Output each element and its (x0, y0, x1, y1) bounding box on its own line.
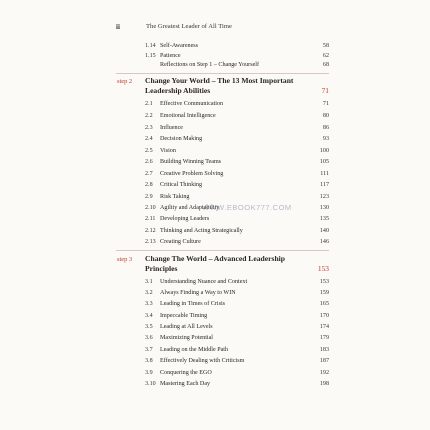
entry-number: 2.7 (145, 171, 153, 177)
entry-title: Patience (160, 53, 181, 59)
section-title-line: Change Your World – The 13 Most Important (145, 76, 294, 85)
entry-page: 111 (320, 171, 329, 177)
entry-title: Developing Leaders (160, 216, 210, 222)
toc-entry[interactable] (0, 111, 430, 121)
entry-page: 130 (319, 205, 329, 211)
entry-title: Creating Culture (160, 239, 201, 245)
entry-number: 3.3 (145, 301, 153, 307)
toc-entry[interactable] (0, 41, 430, 51)
entry-page: 170 (319, 313, 329, 319)
entry-number: 1.14 (145, 43, 156, 49)
entry-title: Vision (160, 148, 176, 154)
entry-number: 3.4 (145, 313, 153, 319)
entry-number: 2.11 (145, 216, 156, 222)
section-divider (116, 73, 329, 74)
entry-number: 2.5 (145, 148, 153, 154)
toc-entry[interactable] (0, 99, 430, 109)
entry-title: Creative Problem Solving (160, 171, 224, 177)
toc-entry[interactable] (0, 169, 430, 179)
entry-page: 62 (322, 53, 329, 59)
entry-number: 3.2 (145, 290, 153, 296)
section-divider (116, 250, 329, 251)
toc-entry[interactable] (0, 134, 430, 144)
entry-title: Thinking and Acting Strategically (160, 228, 243, 234)
toc-entry[interactable] (0, 379, 430, 389)
entry-title: Agility and Adaptability (160, 205, 220, 211)
entry-number: 3.6 (145, 335, 153, 341)
entry-title: Leading at All Levels (160, 324, 213, 330)
entry-page: 58 (322, 43, 329, 49)
entry-page: 117 (320, 182, 329, 188)
toc-entry[interactable] (0, 60, 430, 70)
entry-page: 100 (319, 148, 329, 154)
toc-entry[interactable] (0, 277, 430, 287)
entry-number: 3.9 (145, 370, 153, 376)
entry-page: 71 (322, 101, 329, 107)
toc-entry[interactable] (0, 192, 430, 202)
section-title-line: Change The World – Advanced Leadership (145, 254, 286, 263)
toc-entry[interactable] (0, 333, 430, 343)
entry-number: 2.12 (145, 228, 156, 234)
entry-number: 2.10 (145, 205, 156, 211)
entry-page: 123 (319, 194, 329, 200)
entry-title: Effective Communication (160, 101, 224, 107)
entry-title: Emotional Intelligence (160, 113, 216, 119)
step-label: step 3 (117, 256, 133, 263)
toc-entry[interactable] (0, 123, 430, 133)
entry-title: Decision Making (160, 136, 203, 142)
entry-page: 183 (319, 347, 329, 353)
entry-page: 68 (322, 62, 329, 68)
entry-title: Effectively Dealing with Criticism (160, 358, 245, 364)
entry-title: Impeccable Timing (160, 313, 208, 319)
page-number: ii (116, 23, 120, 31)
section-title[interactable] (145, 76, 335, 96)
section-title-line: Principles (145, 264, 178, 273)
entry-title: Leading on the Middle Path (160, 347, 229, 353)
section-page: 153 (317, 264, 329, 273)
entry-page: 80 (322, 113, 329, 119)
entry-title: Maximizing Potential (160, 335, 213, 341)
watermark: WWW.EBOOK777.COM (202, 203, 292, 212)
entry-number: 2.3 (145, 125, 153, 131)
entry-number: 2.2 (145, 113, 153, 119)
entry-number: 3.10 (145, 381, 156, 387)
entry-number: 2.8 (145, 182, 153, 188)
toc-entry[interactable] (0, 214, 430, 224)
entry-number: 2.13 (145, 239, 156, 245)
toc-entry[interactable] (0, 288, 430, 298)
entry-title: Conquering the EGO (160, 370, 212, 376)
toc-entry[interactable] (0, 157, 430, 167)
entry-page: 179 (319, 335, 329, 341)
entry-number: 2.9 (145, 194, 153, 200)
entry-page: 165 (319, 301, 329, 307)
step-label: step 2 (117, 78, 133, 85)
entry-number: 3.8 (145, 358, 153, 364)
entry-number: 3.7 (145, 347, 153, 353)
entry-page: 153 (319, 279, 329, 285)
entry-title: Critical Thinking (160, 182, 203, 188)
entry-page: 135 (319, 216, 329, 222)
section-title[interactable] (145, 254, 335, 274)
toc-entry[interactable] (0, 146, 430, 156)
entry-number: 3.1 (145, 279, 153, 285)
entry-number: 3.5 (145, 324, 153, 330)
toc-entry[interactable] (0, 180, 430, 190)
entry-title: Building Winning Teams (160, 159, 222, 165)
entry-title: Understanding Nuance and Context (160, 279, 248, 285)
toc-entry[interactable] (0, 322, 430, 332)
toc-entry[interactable] (0, 299, 430, 309)
toc-entry[interactable] (0, 237, 430, 247)
entry-title: Influence (160, 125, 184, 131)
entry-page: 174 (319, 324, 329, 330)
entry-page: 146 (319, 239, 329, 245)
entry-page: 140 (319, 228, 329, 234)
toc-entry[interactable] (0, 345, 430, 355)
entry-title: Leading in Times of Crisis (160, 301, 226, 307)
toc-entry[interactable] (0, 311, 430, 321)
entry-page: 159 (319, 290, 329, 296)
section-title-line: Leadership Abilities (145, 86, 211, 95)
entry-title: Always Finding a Way to WIN (160, 290, 236, 296)
toc-entry[interactable] (0, 226, 430, 236)
section-page: 71 (321, 86, 329, 95)
entry-number: 1.15 (145, 53, 156, 59)
entry-number: 2.4 (145, 136, 153, 142)
entry-page: 86 (322, 125, 329, 131)
entry-page: 192 (319, 370, 329, 376)
entry-number: 2.1 (145, 101, 153, 107)
toc-entry[interactable] (0, 356, 430, 366)
entry-title: Reflections on Step 1 – Change Yourself (160, 62, 260, 68)
book-title: The Greatest Leader of All Time (146, 23, 232, 30)
entry-title: Mastering Each Day (160, 381, 211, 387)
entry-page: 105 (319, 159, 329, 165)
toc-entry[interactable] (0, 368, 430, 378)
entry-page: 187 (319, 358, 329, 364)
entry-title: Self-Awareness (160, 43, 199, 49)
entry-page: 198 (319, 381, 329, 387)
entry-number: 2.6 (145, 159, 153, 165)
entry-title: Risk Taking (160, 194, 190, 200)
entry-page: 93 (322, 136, 329, 142)
